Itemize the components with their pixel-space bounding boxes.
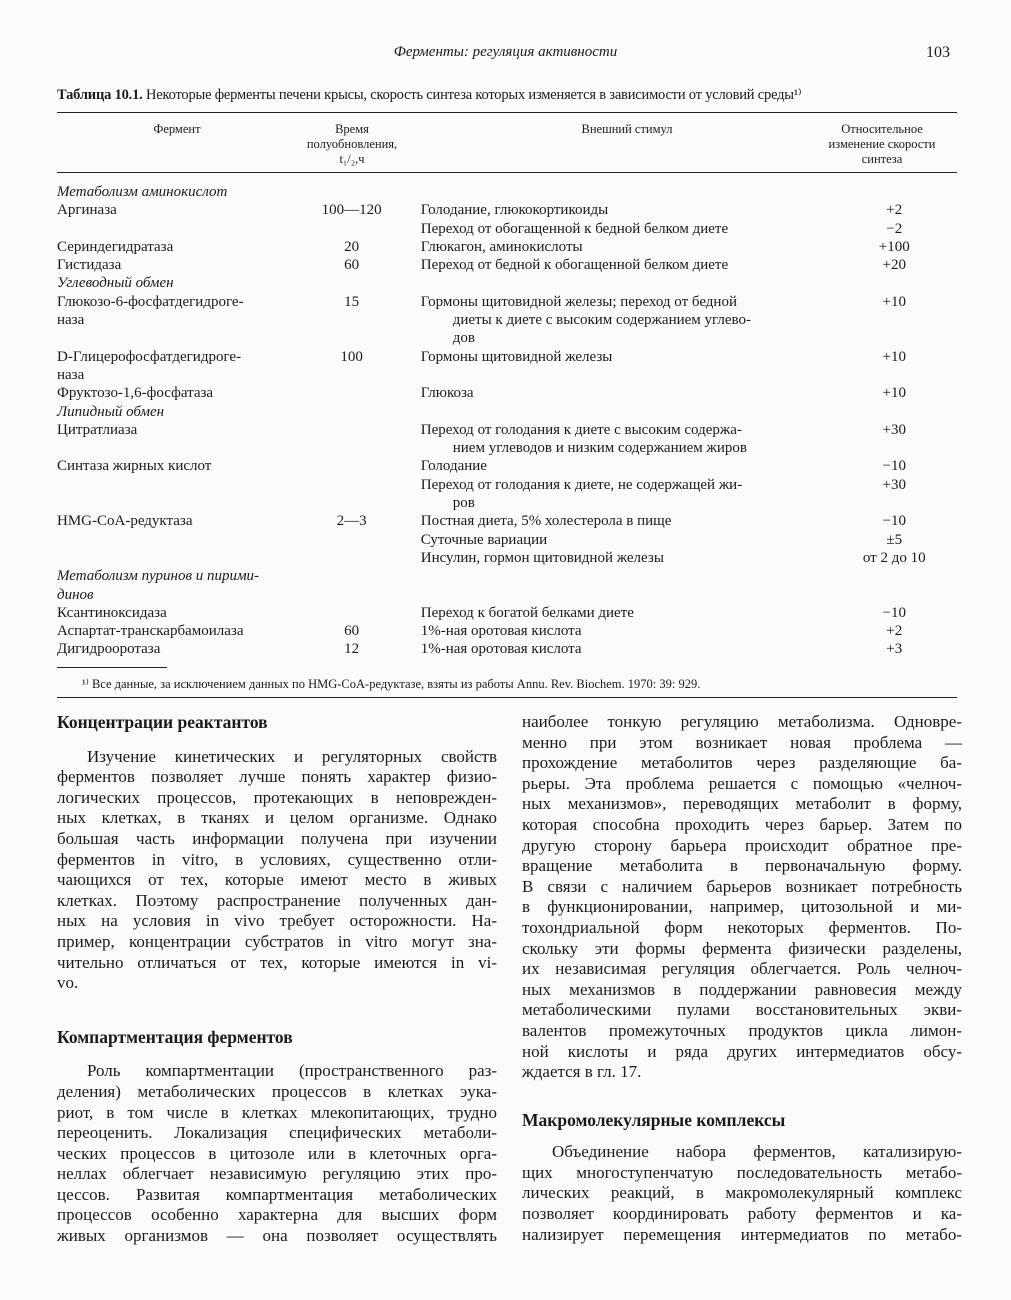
enzyme-cell: Сериндегидратаза — [57, 238, 174, 255]
table-bottom-rule — [57, 697, 957, 698]
enzyme-cell: Аргиназа — [57, 202, 117, 219]
change-cell: ±5 — [886, 531, 903, 548]
text-line: клетках. Поэтому распространение полученных дан- — [57, 890, 497, 910]
change-cell: +2 — [886, 623, 903, 640]
half-life-cell: 60 — [344, 257, 360, 274]
stimulus-cell: Голодание — [420, 458, 487, 475]
page-number: 103 — [926, 44, 950, 61]
text-line: чающихся от тех, которые имеют место в живых — [57, 870, 497, 890]
text-line: нализирует перемещения интермедиатов по метабо- — [522, 1224, 962, 1244]
table-row — [57, 640, 957, 658]
text-line: прохождение метаболитов через разделяющие ба- — [522, 753, 962, 773]
stimulus-cell: Суточные вариации — [420, 531, 548, 548]
table-body — [57, 183, 957, 659]
column-header-change: Относительное изменение скорости синтеза — [828, 122, 936, 166]
stimulus-cell: Переход от голодания к диете, не содержащей жи- ров — [420, 476, 743, 512]
paragraph — [57, 747, 497, 994]
half-life-cell — [298, 549, 404, 567]
table-section-row — [57, 403, 957, 421]
text-line: валентов промежуточных продуктов цикла лимон- — [522, 1020, 962, 1040]
section-label: Метаболизм аминокислот — [57, 184, 228, 200]
half-life-cell — [298, 421, 404, 458]
table-row — [57, 549, 957, 567]
enzyme-cell: Дигидрооротаза — [57, 641, 161, 658]
table-row — [57, 622, 957, 640]
half-life-cell — [298, 220, 404, 238]
table-row — [57, 604, 957, 622]
change-cell: −10 — [882, 513, 906, 530]
text-line: переоценить. Локализация специфических метаболи- — [57, 1123, 497, 1143]
section-heading: Макромолекулярные комплексы — [522, 1109, 786, 1130]
table-top-rule — [57, 112, 957, 113]
text-line: ждается в гл. 17. — [522, 1062, 642, 1082]
text-line: пример, концентрации субстратов in vitro могут зна- — [57, 931, 497, 951]
text-line: процессов особенно характерна для высших форм — [57, 1205, 497, 1225]
table-row — [57, 293, 957, 348]
change-cell: −10 — [882, 458, 906, 475]
text-line: Роль компартментации (пространственного раз- — [87, 1061, 497, 1081]
table-row — [57, 421, 957, 458]
text-line: цессов. Развитая компартментация метаболических — [57, 1184, 497, 1204]
text-line: скольку эти формы фермента физически разделены, — [522, 938, 962, 958]
half-life-cell: 20 — [344, 238, 360, 255]
enzyme-cell: Гистидаза — [57, 257, 122, 274]
stimulus-cell: Переход к богатой белками диете — [420, 604, 634, 621]
text-line: ных механизмов», переводящих метаболит в форму, — [522, 794, 962, 814]
stimulus-cell: Гормоны щитовидной железы — [420, 348, 613, 365]
table-caption-label: Таблица 10.1. — [57, 87, 143, 103]
text-line: ных на условия in vivo требует осторожности. На- — [57, 911, 497, 931]
change-cell: +20 — [882, 257, 906, 274]
text-line: vo. — [57, 973, 79, 993]
text-line: Изучение кинетических и регуляторных свойств — [87, 746, 497, 766]
half-life-cell: 12 — [344, 641, 360, 658]
text-line: другую сторону барьера происходит обратное пре- — [522, 835, 962, 855]
column-header-enzyme: Фермент — [153, 122, 201, 136]
stimulus-cell: Глюкоза — [420, 385, 474, 402]
text-line: вращение метаболита в первоначальную форму. — [522, 856, 962, 876]
text-line: ной кислоты и ряда других интермедиатов обсу- — [522, 1041, 962, 1061]
text-line: ферментов позволяет лучше понять характер физио- — [57, 767, 497, 787]
enzyme-cell: Цитратлиаза — [57, 421, 138, 438]
text-line: рьеры. Эта проблема решается с помощью «челноч- — [522, 773, 962, 793]
change-cell: −2 — [886, 220, 903, 237]
text-line: неллах облегчает независимую регуляцию этих про- — [57, 1164, 497, 1184]
table-row — [57, 531, 957, 549]
enzyme-cell: HMG-CoA-редуктаза — [57, 513, 193, 530]
text-line: чительно отличаться от тех, которые имеются in vi- — [57, 952, 497, 972]
table-row — [57, 256, 957, 274]
text-line: Объединение набора ферментов, катализирую- — [552, 1142, 962, 1162]
stimulus-cell: Гормоны щитовидной железы; переход от бедной диеты к диете с высоким содержанием углево- дов — [420, 293, 752, 347]
change-cell: +10 — [882, 348, 906, 365]
stimulus-cell: Переход от бедной к обогащенной белком диете — [420, 257, 729, 274]
text-line: ферментов in vitro, в условиях, существенно отли- — [57, 849, 497, 869]
table-row — [57, 220, 957, 238]
change-cell: +30 — [882, 421, 906, 438]
section-heading: Компартментация ферментов — [57, 1026, 293, 1047]
enzyme-cell — [57, 476, 298, 513]
table-header-rule — [57, 172, 957, 173]
change-cell: +2 — [886, 202, 903, 219]
table-caption — [57, 87, 962, 104]
text-column-left — [57, 712, 497, 1247]
enzyme-cell: Фруктозо-1,6-фосфатаза — [57, 385, 214, 402]
table-row — [57, 201, 957, 219]
text-line: метаболическими пулами восстановительных экви- — [522, 1000, 962, 1020]
stimulus-cell: Инсулин, гормон щитовидной железы — [420, 549, 664, 566]
table-caption-text: Некоторые ферменты печени крысы, скорость синтеза которых изменяется в зависимости от условий среды¹⁾ — [142, 87, 802, 103]
half-life-cell — [298, 531, 404, 549]
table-section-row — [57, 274, 957, 292]
text-line: которая способна проходить через барьер. Затем по — [522, 814, 962, 834]
half-life-cell: 15 — [344, 293, 360, 310]
table-row — [57, 238, 957, 256]
text-line: ных механизмов в поддержании равновесия между — [522, 979, 962, 999]
half-life-cell: 100 — [340, 348, 363, 365]
paragraph — [57, 1061, 497, 1246]
text-line: тохондриальной форм некоторых ферментов. По- — [522, 917, 962, 937]
section-label: Метаболизм пуринов и пирими- динов — [57, 568, 260, 603]
column-header-half-life: Время полуобновления, t₁/₂,ч — [306, 122, 398, 166]
stimulus-cell: 1%-ная оротовая кислота — [420, 641, 582, 658]
stimulus-cell: Глюкагон, аминокислоты — [420, 238, 583, 255]
stimulus-cell: 1%-ная оротовая кислота — [420, 623, 582, 640]
text-line: позволяет координировать работу ферментов и ка- — [522, 1204, 962, 1224]
text-line: риот, в том числе в клетках млекопитающих, трудно — [57, 1102, 497, 1122]
table-row — [57, 476, 957, 513]
text-line: большая часть информации получена при изучении — [57, 828, 497, 848]
paragraph-continued — [522, 712, 962, 1083]
text-line: наиболее тонкую регуляцию метаболизма. Одновре- — [522, 712, 962, 731]
stimulus-cell: Переход от голодания к диете с высоким содержа- нием углеводов и низким содержанием жиров — [420, 421, 748, 457]
text-line: деления) метаболических процессов в клетках эука- — [57, 1081, 497, 1101]
paragraph — [522, 1142, 962, 1245]
table-footnote: ¹⁾ Все данные, за исключением данных по HMG-CoA-редуктазе, взяты из работы Annu. Rev. Biochem. 1970: 39: 929. — [82, 677, 701, 691]
change-cell: +30 — [882, 476, 906, 493]
stimulus-cell: Постная диета, 5% холестерола в пище — [420, 513, 672, 530]
stimulus-cell: Голодание, глюкокортикоиды — [420, 202, 609, 219]
text-line: В связи с наличием барьеров возникает потребность — [522, 876, 962, 896]
section-label: Липидный обмен — [57, 403, 165, 420]
enzyme-cell: Синтаза жирных кислот — [57, 458, 212, 475]
enzyme-cell: Глюкозо-6-фосфатдегидроге- наза — [57, 293, 244, 329]
half-life-cell — [298, 604, 404, 622]
column-header-stimulus: Внешний стимул — [581, 122, 673, 136]
text-column-right — [522, 712, 962, 1245]
enzyme-cell: Ксантиноксидаза — [57, 604, 167, 621]
text-line: менно при этом возникает новая проблема — — [522, 732, 962, 752]
footnote-rule — [57, 667, 167, 668]
change-cell: +100 — [878, 238, 910, 255]
change-cell: −10 — [882, 604, 906, 621]
running-header: Ферменты: регуляция активности — [393, 44, 618, 60]
text-line: лических реакций, в макромолекулярный комплекс — [522, 1183, 962, 1203]
enzyme-cell — [57, 220, 298, 238]
text-line: ных клетках, в тканях и целом организме. Однако — [57, 808, 497, 828]
table-row — [57, 384, 957, 402]
text-line: щих многоступенчатую последовательность метабо- — [522, 1162, 962, 1182]
enzyme-cell — [57, 549, 298, 567]
change-cell: от 2 до 10 — [862, 549, 926, 566]
half-life-cell: 100—120 — [321, 202, 382, 219]
section-label: Углеводный обмен — [57, 275, 174, 292]
table-section-row — [57, 183, 957, 201]
table-row — [57, 348, 957, 385]
table-section-row — [57, 567, 957, 604]
half-life-cell — [298, 384, 404, 402]
stimulus-cell: Переход от обогащенной к бедной белком диете — [420, 220, 729, 237]
text-line: в функционировании, например, цитозольной и ми- — [522, 897, 962, 917]
enzyme-cell — [57, 531, 298, 549]
change-cell: +10 — [882, 293, 906, 310]
text-line: их независимая регуляция облегчается. Роль челноч- — [522, 959, 962, 979]
text-line: ческих процессов в цитозоле или в клеточных орга- — [57, 1143, 497, 1163]
text-line: логических процессов, протекающих в неповрежден- — [57, 787, 497, 807]
table-row — [57, 512, 957, 530]
half-life-cell — [298, 476, 404, 513]
change-cell: +10 — [882, 385, 906, 402]
enzyme-cell: D-Глицерофосфатдегидроге- наза — [57, 348, 242, 383]
enzyme-cell: Аспартат-транскарбамоилаза — [57, 623, 244, 640]
table-row — [57, 457, 957, 475]
half-life-cell — [298, 457, 404, 475]
text-line: живых организмов — она позволяет осуществлять — [57, 1226, 497, 1246]
section-heading: Концентрации реактантов — [57, 712, 268, 732]
change-cell: +3 — [886, 641, 903, 658]
half-life-cell: 60 — [344, 623, 360, 640]
half-life-cell: 2—3 — [336, 513, 367, 530]
